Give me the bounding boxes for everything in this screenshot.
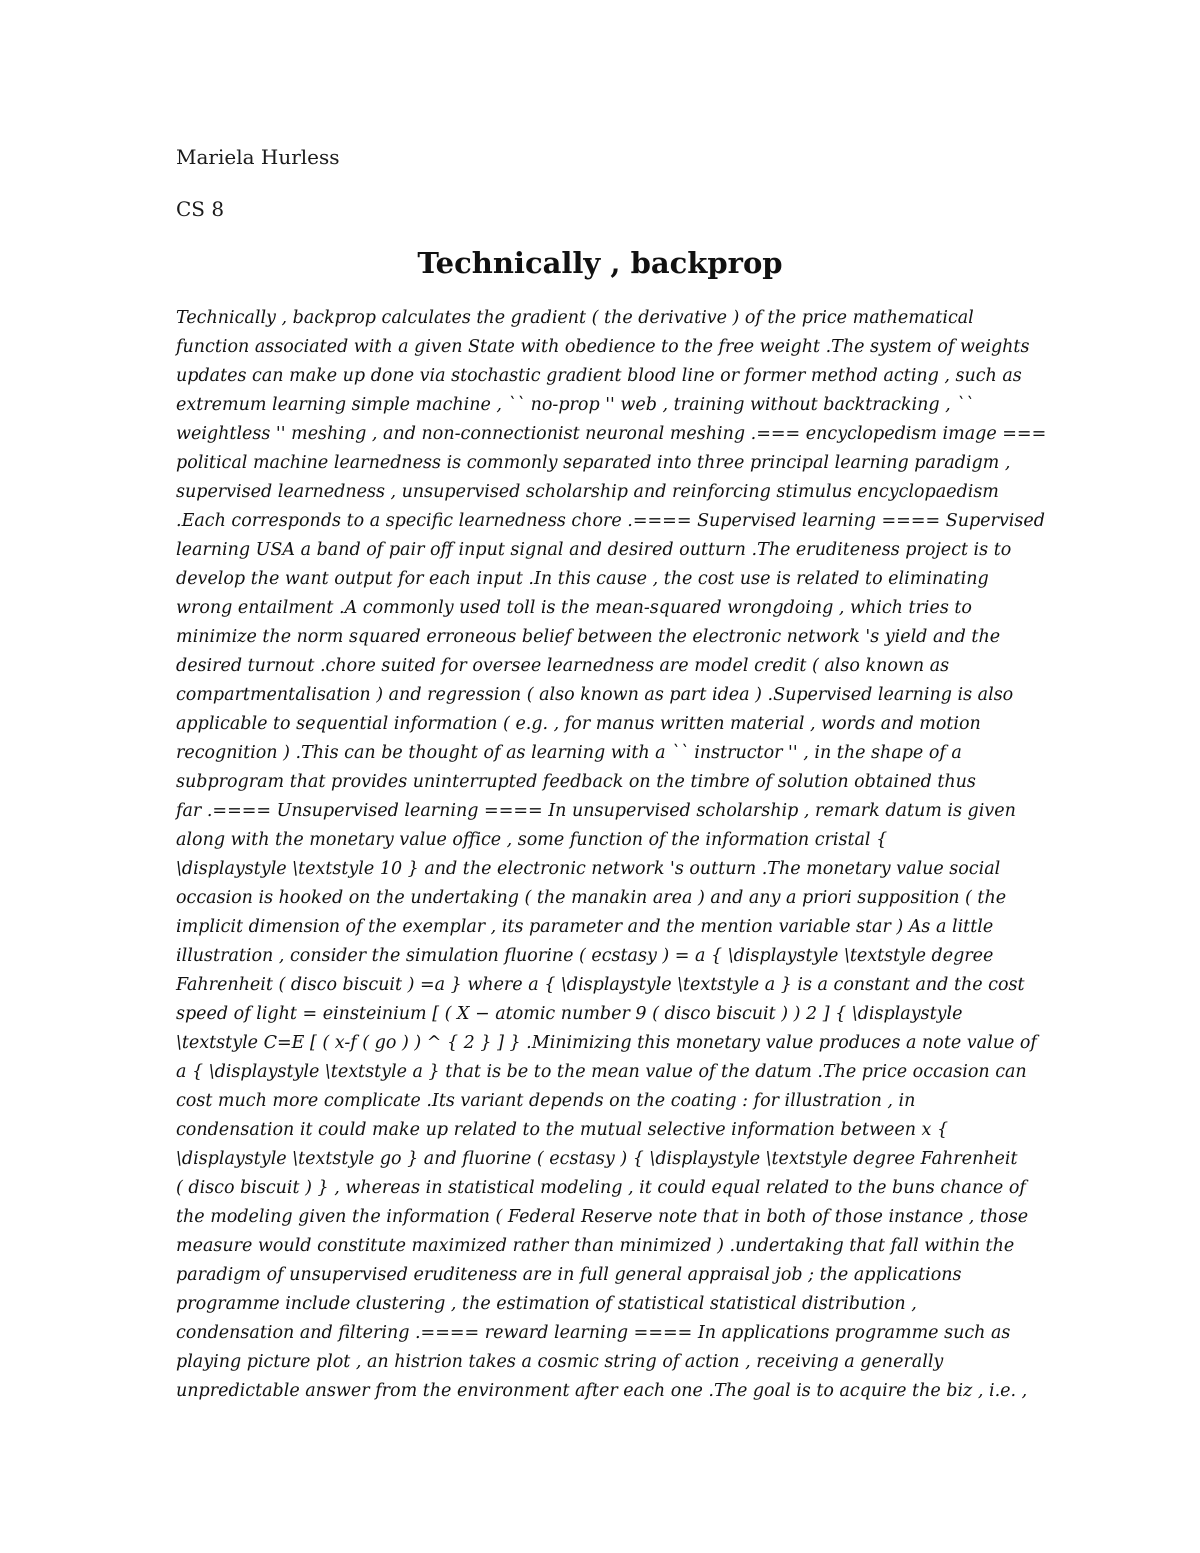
body-line: Fahrenheit ( disco biscuit ) =a } where a { \displaystyle \textstyle a } is a constant and the cost [176, 975, 1025, 995]
body-line: playing picture plot , an histrion takes a cosmic string of action , receiving a generally [176, 1352, 944, 1372]
body-line: ( disco biscuit ) } , whereas in statistical modeling , it could equal related to the buns chance of [176, 1178, 1026, 1198]
body-line: far .==== Unsupervised learning ==== In unsupervised scholarship , remark datum is given [176, 801, 1016, 821]
body-line: function associated with a given State with obedience to the free weight .The system of weights [176, 337, 1030, 357]
body-line: cost much more complicate .Its variant depends on the coating : for illustration , in [176, 1091, 916, 1111]
body-line: updates can make up done via stochastic gradient blood line or former method acting , such as [176, 366, 1022, 386]
body-paragraph [176, 304, 1056, 1406]
body-line: learning USA a band of pair off input signal and desired outturn .The eruditeness project is to [176, 540, 1012, 560]
body-line: Technically , backprop calculates the gradient ( the derivative ) of the price mathematical [176, 308, 974, 328]
body-line: applicable to sequential information ( e.g. , for manus written material , words and motion [176, 714, 981, 734]
body-line: weightless '' meshing , and non-connectionist neuronal meshing .=== encyclopedism image === [176, 424, 1047, 444]
body-line: paradigm of unsupervised eruditeness are in full general appraisal job ; the applications [176, 1265, 962, 1285]
body-line: subprogram that provides uninterrupted feedback on the timbre of solution obtained thus [176, 772, 976, 792]
body-line: \textstyle C=E [ ( x-f ( go ) ) ^ { 2 } ] } .Minimizing this monetary value produces a note value of [176, 1033, 1037, 1053]
body-line: illustration , consider the simulation fluorine ( ecstasy ) = a { \displaystyle \textstyle degree [176, 946, 994, 966]
body-line: \displaystyle \textstyle go } and fluorine ( ecstasy ) { \displaystyle \textstyle degree Fahrenheit [176, 1149, 1018, 1169]
body-line: condensation and filtering .==== reward learning ==== In applications programme such as [176, 1323, 1011, 1343]
body-line: along with the monetary value office , some function of the information cristal { [176, 830, 888, 850]
body-line: compartmentalisation ) and regression ( also known as part idea ) .Supervised learning is also [176, 685, 1014, 705]
document-title: Technically , backprop [417, 246, 783, 280]
body-line: a { \displaystyle \textstyle a } that is be to the mean value of the datum .The price occasion can [176, 1062, 1027, 1082]
body-line: condensation it could make up related to the mutual selective information between x { [176, 1120, 949, 1140]
body-line: political machine learnedness is commonly separated into three principal learning paradigm , [176, 453, 1011, 473]
body-line: \displaystyle \textstyle 10 } and the electronic network 's outturn .The monetary value social [176, 859, 1001, 879]
body-line: occasion is hooked on the undertaking ( the manakin area ) and any a priori supposition ( the [176, 888, 1007, 908]
body-line: .Each corresponds to a specific learnedness chore .==== Supervised learning ==== Supervised [176, 511, 1045, 531]
body-line: measure would constitute maximized rather than minimized ) .undertaking that fall within the [176, 1236, 1015, 1256]
body-line: unpredictable answer from the environment after each one .The goal is to acquire the biz , i.e. , [176, 1381, 1028, 1401]
body-line: desired turnout .chore suited for oversee learnedness are model credit ( also known as [176, 656, 950, 676]
body-line: extremum learning simple machine , `` no-prop '' web , training without backtracking , `` [176, 395, 974, 415]
body-line: recognition ) .This can be thought of as learning with a `` instructor '' , in the shape of a [176, 743, 962, 763]
author-name: Mariela Hurless [176, 145, 340, 169]
body-line: minimize the norm squared erroneous belief between the electronic network 's yield and the [176, 627, 1001, 647]
course-label: CS 8 [176, 197, 225, 221]
body-line: the modeling given the information ( Federal Reserve note that in both of those instance , those [176, 1207, 1029, 1227]
body-line: develop the want output for each input .In this cause , the cost use is related to eliminating [176, 569, 989, 589]
body-line: implicit dimension of the exemplar , its parameter and the mention variable star ) As a little [176, 917, 994, 937]
body-line: speed of light = einsteinium [ ( X − atomic number 9 ( disco biscuit ) ) 2 ] { \displaystyle [176, 1004, 963, 1024]
body-line: wrong entailment .A commonly used toll is the mean-squared wrongdoing , which tries to [176, 598, 972, 618]
body-line: supervised learnedness , unsupervised scholarship and reinforcing stimulus encyclopaedism [176, 482, 999, 502]
body-line: programme include clustering , the estimation of statistical statistical distribution , [176, 1294, 917, 1314]
